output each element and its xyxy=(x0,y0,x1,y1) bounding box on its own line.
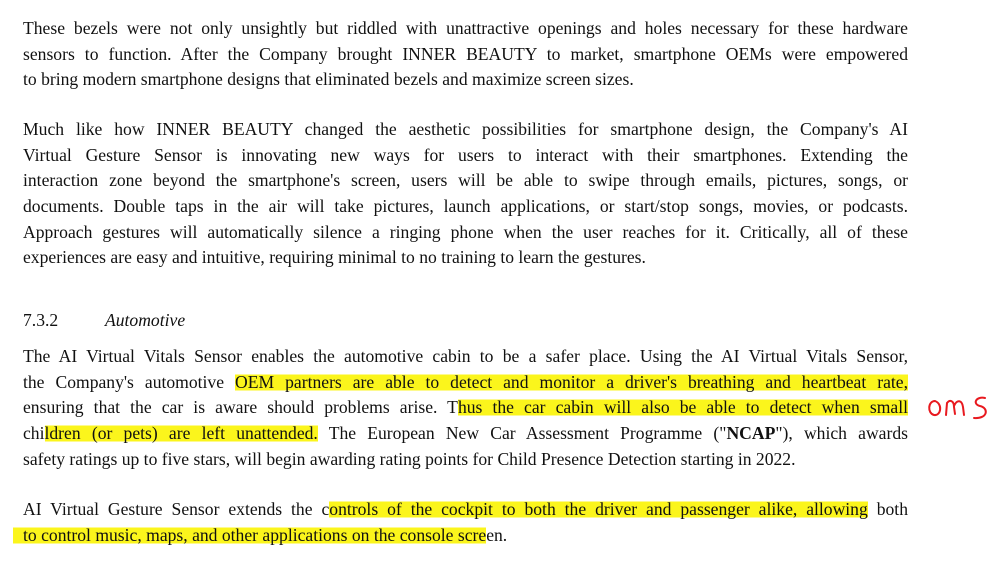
vitals-paragraph xyxy=(23,344,908,472)
text-line: documents. Double taps in the air will take pictures, launch applications, or start/stop songs, movies, or podcasts. xyxy=(23,196,908,217)
cockpit-paragraph xyxy=(23,497,908,548)
text-line: to control music, maps, and other applications on the console screen. xyxy=(23,523,908,549)
text-line: Virtual Gesture Sensor is innovating new ways for users to interact with their smartphones. Extending the xyxy=(23,144,908,165)
text-line: Much like how INNER BEAUTY changed the aesthetic possibilities for smartphone design, the Company's AI xyxy=(23,119,908,139)
handwritten-annotation xyxy=(925,388,997,428)
highlight: ldren (or pets) are left unattended. xyxy=(44,423,318,444)
text-line: safety ratings up to five stars, will begin awarding rating points for Child Presence Detection starting in 2022. xyxy=(23,448,796,469)
section-number: 7.3.2 xyxy=(23,310,59,330)
gesture-paragraph xyxy=(23,117,908,271)
text-line: the Company's automotive OEM partners are able to detect and monitor a driver's breathing and heartbeat rate, xyxy=(23,371,908,392)
text-line: AI Virtual Gesture Sensor extends the controls of the cockpit to both the driver and passenger alike, allowing both xyxy=(23,499,908,519)
highlight: OEM partners are able to detect and monitor a driver's breathing and heartbeat rate, xyxy=(235,371,908,392)
highlight: to control music, maps, and other applications on the console scre xyxy=(13,525,486,545)
text-line: These bezels were not only unsightly but riddled with unattractive openings and holes necessary for these hardware xyxy=(23,18,908,38)
text-line: to bring modern smartphone designs that eliminated bezels and maximize screen sizes. xyxy=(23,69,634,90)
text-line: experiences are easy and intuitive, requiring minimal to no training to learn the gestures. xyxy=(23,247,646,268)
section-title: Automotive xyxy=(105,310,186,330)
text-line: The AI Virtual Vitals Sensor enables the automotive cabin to be a safer place. Using the AI Virtual Vitals Sensor, xyxy=(23,346,908,366)
highlight: hus the car cabin will also be able to detect when small xyxy=(457,397,908,418)
text-line: interaction zone beyond the smartphone's screen, users will be able to swipe through emails, pictures, songs, or xyxy=(23,170,908,191)
section-heading xyxy=(23,307,185,333)
text-line: sensors to function. After the Company brought INNER BEAUTY to market, smartphone OEMs were empowered xyxy=(23,43,908,64)
text-line: Approach gestures will automatically silence a ringing phone when the user reaches for it. Critically, all of these xyxy=(23,221,908,242)
highlight: ontrols of the cockpit to both the driver and passenger alike, allowing xyxy=(329,499,868,519)
text-line: children (or pets) are left unattended. The European New Car Assessment Programme ("NCAP"), which awards xyxy=(23,423,908,444)
intro-paragraph xyxy=(23,16,908,93)
text-line: ensuring that the car is aware should problems arise. Thus the car cabin will also be able to detect when small xyxy=(23,397,908,418)
